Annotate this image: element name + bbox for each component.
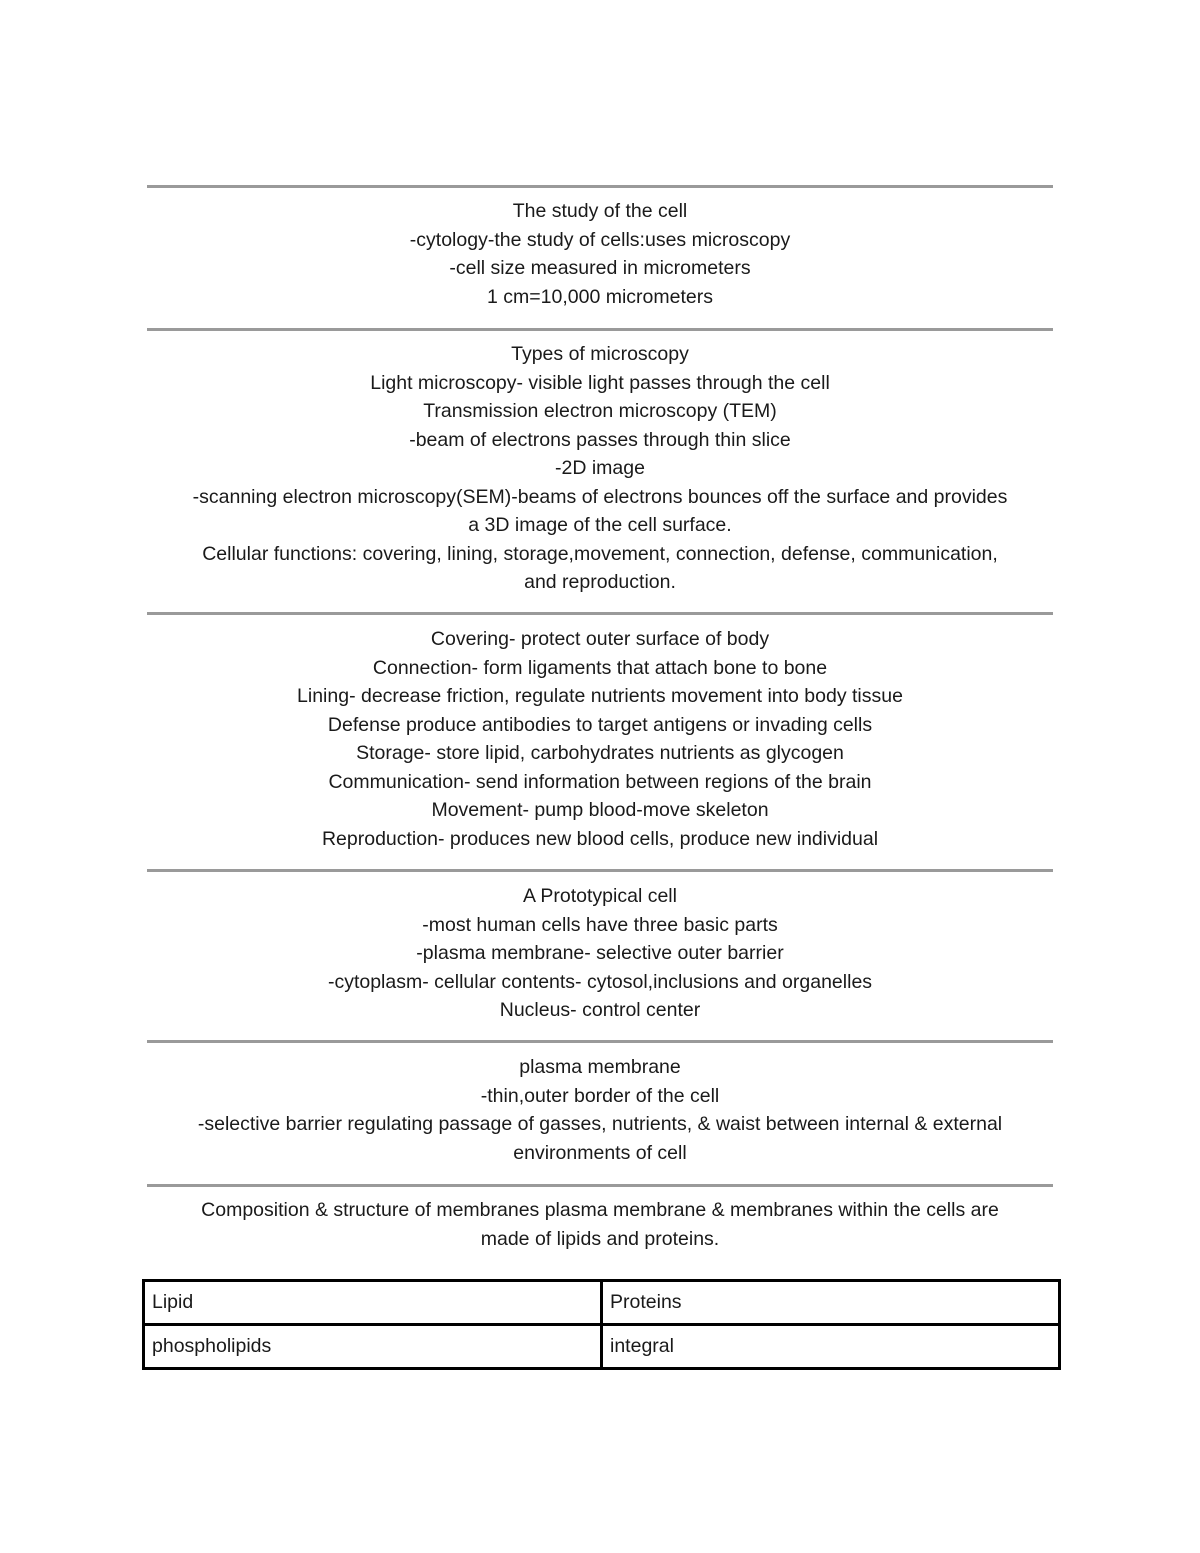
table-row (144, 1325, 1060, 1369)
text-line: Cellular functions: covering, lining, storage,movement, connection, defense, communication, (202, 542, 998, 565)
text-line: Covering- protect outer surface of body (430, 628, 770, 650)
text-line: Communication- send information between regions of the brain (328, 770, 872, 793)
table-row (144, 1281, 1060, 1325)
section-divider (147, 1040, 1053, 1043)
section-heading: The study of the cell (512, 200, 688, 222)
text-line: Composition & structure of membranes plasma membrane & membranes within the cells are (201, 1199, 999, 1221)
text-line: -cytology-the study of cells:uses microscopy (409, 228, 791, 251)
text-line: -2D image (555, 457, 645, 479)
section-types-of-microscopy (147, 340, 1053, 597)
section-membrane-composition (147, 1196, 1053, 1253)
table-cell-proteins-header: Proteins (602, 1281, 1060, 1325)
section-divider (147, 185, 1053, 188)
membrane-components-table (142, 1279, 1061, 1370)
text-line: environments of cell (513, 1141, 687, 1164)
text-line: 1 cm=10,000 micrometers (487, 285, 713, 308)
table-cell-lipid-header: Lipid (144, 1281, 602, 1325)
text-line: -cytoplasm- cellular contents- cytosol,inclusions and organelles (327, 970, 873, 993)
section-divider (147, 612, 1053, 615)
text-line: Connection- form ligaments that attach bone to bone (372, 656, 828, 679)
text-line: Light microscopy- visible light passes through the cell (370, 371, 830, 394)
text-line: -scanning electron microscopy(SEM)-beams of electrons bounces off the surface and provides (192, 485, 1008, 508)
text-line: -beam of electrons passes through thin slice (409, 428, 791, 451)
text-line: Lining- decrease friction, regulate nutrients movement into body tissue (297, 685, 903, 707)
text-line: Storage- store lipid, carbohydrates nutrients as glycogen (356, 742, 844, 764)
section-divider (147, 328, 1053, 331)
section-cellular-functions (147, 625, 1053, 853)
table-cell: integral (602, 1325, 1060, 1369)
section-study-of-cell (147, 197, 1053, 311)
text-line: -most human cells have three basic parts (422, 913, 778, 936)
text-line: made of lipids and proteins. (480, 1227, 720, 1250)
section-heading: A Prototypical cell (523, 885, 677, 907)
section-heading: plasma membrane (519, 1056, 681, 1078)
section-plasma-membrane (147, 1053, 1053, 1167)
text-line: Nucleus- control center (499, 999, 701, 1021)
section-divider (147, 1184, 1053, 1187)
section-divider (147, 869, 1053, 872)
text-line: and reproduction. (524, 571, 676, 593)
text-line: Reproduction- produces new blood cells, produce new individual (321, 827, 879, 850)
text-line: Movement- pump blood-move skeleton (431, 799, 769, 821)
table-cell: phospholipids (144, 1325, 602, 1369)
text-line: -selective barrier regulating passage of gasses, nutrients, & waist between internal & external (197, 1113, 1003, 1135)
text-line: Transmission electron microscopy (TEM) (423, 400, 777, 422)
text-line: -thin,outer border of the cell (480, 1084, 720, 1107)
components-table (142, 1279, 1061, 1370)
text-line: Defense produce antibodies to target antigens or invading cells (327, 713, 873, 736)
section-heading: Types of microscopy (511, 343, 689, 365)
text-line: -cell size measured in micrometers (449, 257, 751, 279)
text-line: a 3D image of the cell surface. (468, 514, 732, 536)
section-prototypical-cell (147, 882, 1053, 1025)
text-line: -plasma membrane- selective outer barrier (416, 942, 784, 964)
